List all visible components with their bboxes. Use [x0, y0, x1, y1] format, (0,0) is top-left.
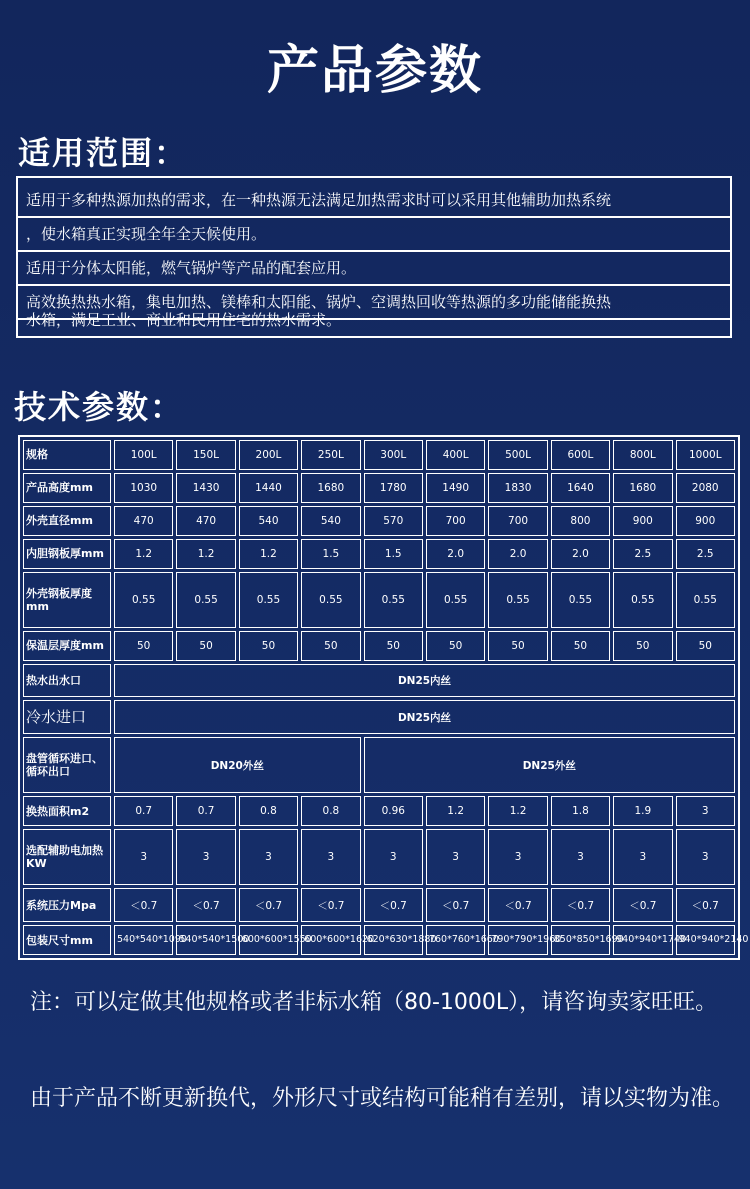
cell: 1780 [364, 473, 423, 503]
model-cell: 500L [488, 440, 547, 470]
cell: 50 [301, 631, 360, 661]
row-label: 热水出水口 [23, 664, 111, 698]
row-label: 外壳钢板厚度mm [23, 572, 111, 628]
cell: 620*630*1880 [364, 925, 423, 955]
cell: 0.55 [114, 572, 173, 628]
table-row [23, 440, 735, 470]
cell: 50 [676, 631, 735, 661]
cell: 1490 [426, 473, 485, 503]
cell: DN25内丝 [114, 664, 735, 698]
cell: 940*940*1740 [613, 925, 672, 955]
cell: 3 [176, 829, 235, 885]
cell: 0.7 [176, 796, 235, 826]
cell: 1640 [551, 473, 610, 503]
table-row [23, 796, 735, 826]
cell: ＜0.7 [426, 888, 485, 922]
cell: 50 [551, 631, 610, 661]
specs-heading: 技术参数： [14, 388, 185, 426]
cell: 1.2 [239, 539, 298, 569]
cell: 600*600*1620 [301, 925, 360, 955]
cell: ＜0.7 [613, 888, 672, 922]
cell: 0.7 [114, 796, 173, 826]
cell: ＜0.7 [364, 888, 423, 922]
row-label: 盘管循环进口、循环出口 [23, 737, 111, 793]
page-title: 产品参数 [266, 41, 483, 101]
row-label: 外壳直径mm [23, 506, 111, 536]
cell: 1.2 [488, 796, 547, 826]
row-label: 产品高度mm [23, 473, 111, 503]
cell: 1680 [613, 473, 672, 503]
cell: 3 [676, 796, 735, 826]
cell: 0.55 [613, 572, 672, 628]
cell: 3 [613, 829, 672, 885]
model-cell: 600L [551, 440, 610, 470]
cell: 0.55 [176, 572, 235, 628]
cell: 0.55 [239, 572, 298, 628]
cell: 50 [488, 631, 547, 661]
cell: 3 [364, 829, 423, 885]
cell: 700 [488, 506, 547, 536]
table-row [23, 700, 735, 734]
cell: 0.55 [301, 572, 360, 628]
cell: 540*540*1500 [176, 925, 235, 955]
cell: 1.8 [551, 796, 610, 826]
cell: ＜0.7 [239, 888, 298, 922]
model-cell: 1000L [676, 440, 735, 470]
cell: 3 [551, 829, 610, 885]
cell: 0.8 [301, 796, 360, 826]
model-cell: 100L [114, 440, 173, 470]
cell: ＜0.7 [676, 888, 735, 922]
cell: 1.2 [176, 539, 235, 569]
cell: 1.2 [426, 796, 485, 826]
table-row [23, 829, 735, 885]
cell: 1.2 [114, 539, 173, 569]
cell: 2.0 [426, 539, 485, 569]
cell: 0.55 [426, 572, 485, 628]
note-custom: 注：可以定做其他规格或者非标水箱（80-1000L），请咨询卖家旺旺。 [30, 990, 718, 1015]
row-label: 冷水进口 [23, 700, 111, 734]
cell: 0.8 [239, 796, 298, 826]
cell: 3 [239, 829, 298, 885]
cell: DN20外丝 [114, 737, 361, 793]
cell: ＜0.7 [301, 888, 360, 922]
cell: 900 [676, 506, 735, 536]
table-row [23, 888, 735, 922]
scope-line: 适用于分体太阳能，燃气锅炉等产品的配套应用。 [18, 252, 730, 286]
cell: 2.0 [488, 539, 547, 569]
row-label: 换热面积m2 [23, 796, 111, 826]
table-row [23, 664, 735, 698]
cell: 50 [114, 631, 173, 661]
cell: 2.0 [551, 539, 610, 569]
cell: 1.5 [364, 539, 423, 569]
scope-line: ，使水箱真正实现全年全天候使用。 [18, 218, 730, 252]
header-label: 规格 [23, 440, 111, 470]
cell: 3 [114, 829, 173, 885]
cell: 470 [176, 506, 235, 536]
cell: 1430 [176, 473, 235, 503]
cell: 50 [364, 631, 423, 661]
cell: 0.55 [488, 572, 547, 628]
cell: 1.9 [613, 796, 672, 826]
scope-line: 水箱，满足工业、商业和民用住宅的热水需求。 [26, 311, 342, 329]
cell: 0.55 [676, 572, 735, 628]
cell: 700 [426, 506, 485, 536]
cell: 790*790*1960 [488, 925, 547, 955]
cell: 3 [301, 829, 360, 885]
scope-heading: 适用范围： [18, 134, 189, 172]
model-cell: 250L [301, 440, 360, 470]
cell: 470 [114, 506, 173, 536]
scope-line: 适用于多种热源加热的需求，在一种热源无法满足加热需求时可以采用其他辅助加热系统 [18, 184, 730, 218]
cell: 540*540*1090 [114, 925, 173, 955]
cell: 850*850*1690 [551, 925, 610, 955]
cell: 2.5 [676, 539, 735, 569]
cell: DN25外丝 [364, 737, 735, 793]
cell: ＜0.7 [488, 888, 547, 922]
cell: 570 [364, 506, 423, 536]
cell: 940*940*2140 [676, 925, 735, 955]
cell: 50 [613, 631, 672, 661]
row-label: 包装尺寸mm [23, 925, 111, 955]
cell: 1030 [114, 473, 173, 503]
scope-line: 高效换热热水箱，集电加热、镁棒和太阳能、锅炉、空调热回收等热源的多功能储能换热 [18, 286, 730, 320]
cell: 540 [239, 506, 298, 536]
cell: ＜0.7 [114, 888, 173, 922]
cell: 900 [613, 506, 672, 536]
cell: 760*760*1660 [426, 925, 485, 955]
table-row [23, 539, 735, 569]
cell: ＜0.7 [551, 888, 610, 922]
cell: 0.96 [364, 796, 423, 826]
cell: DN25内丝 [114, 700, 735, 734]
scope-box [16, 176, 732, 338]
cell: 50 [176, 631, 235, 661]
note-disclaimer: 由于产品不断更新换代，外形尺寸或结构可能稍有差别，请以实物为准。 [30, 1086, 735, 1111]
cell: 2.5 [613, 539, 672, 569]
cell: ＜0.7 [176, 888, 235, 922]
cell: 0.55 [551, 572, 610, 628]
model-cell: 300L [364, 440, 423, 470]
row-label: 系统压力Mpa [23, 888, 111, 922]
cell: 50 [426, 631, 485, 661]
table-row [23, 925, 735, 955]
table-row [23, 473, 735, 503]
cell: 1440 [239, 473, 298, 503]
spec-table [18, 435, 749, 960]
row-label: 保温层厚度mm [23, 631, 111, 661]
table-row [23, 572, 735, 628]
cell: 3 [676, 829, 735, 885]
cell: 3 [426, 829, 485, 885]
cell: 540 [301, 506, 360, 536]
model-cell: 400L [426, 440, 485, 470]
cell: 600*600*1550 [239, 925, 298, 955]
cell: 2080 [676, 473, 735, 503]
model-cell: 150L [176, 440, 235, 470]
model-cell: 200L [239, 440, 298, 470]
table-row [23, 737, 735, 793]
model-cell: 800L [613, 440, 672, 470]
row-label: 选配辅助电加热KW [23, 829, 111, 885]
cell: 1830 [488, 473, 547, 503]
table-row [23, 506, 735, 536]
cell: 3 [488, 829, 547, 885]
cell: 1680 [301, 473, 360, 503]
table-row [23, 631, 735, 661]
row-label: 内胆钢板厚mm [23, 539, 111, 569]
cell: 50 [239, 631, 298, 661]
cell: 0.55 [364, 572, 423, 628]
cell: 1.5 [301, 539, 360, 569]
cell: 800 [551, 506, 610, 536]
